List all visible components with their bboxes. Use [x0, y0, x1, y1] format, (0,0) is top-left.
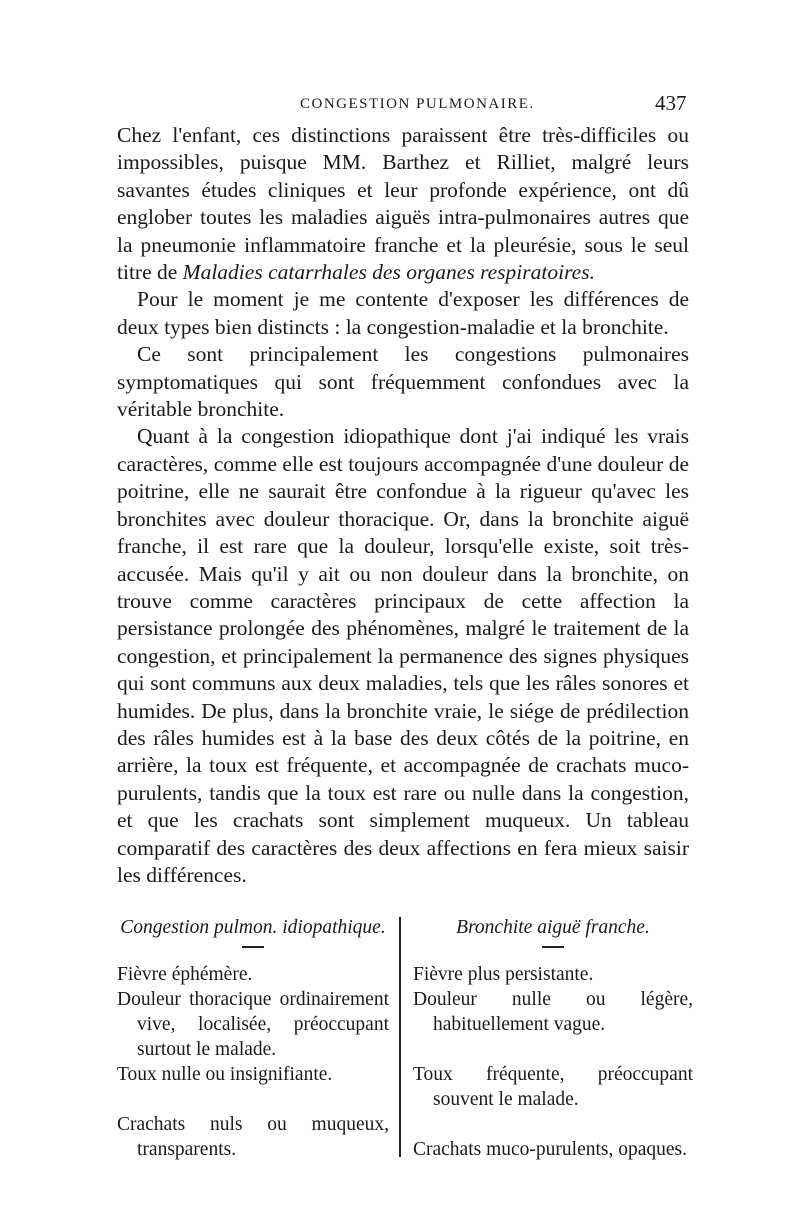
- paragraph-1: [117, 122, 689, 286]
- right-entry: Toux fréquente, préoccupant souvent le malade.: [413, 1064, 693, 1110]
- right-heading-rule: [542, 946, 564, 948]
- spacer: [413, 1037, 693, 1062]
- body-text: [117, 122, 689, 889]
- left-entry: Douleur thoracique ordinairement vive, localisée, préoccupant surtout le malade.: [117, 989, 389, 1060]
- paragraph-3: Ce sont principalement les congestions pulmonaires symptomatiques qui sont fréquemment confondues avec la véritable bronchite.: [117, 342, 689, 422]
- paragraph-1-text: Chez l'enfant, ces distinctions paraissent être très-difficiles ou impossibles, puisque MM. Barthez et Rilliet, malgré leurs savantes études cliniques et leur profonde expérience, ont dû englober toutes les maladies aiguës intra-pulmonaires autres que la pneumonie inflammatoire franche et la pleurésie, sous le seul titre de: [117, 123, 689, 285]
- right-entry: Fièvre plus persistante.: [413, 964, 594, 985]
- left-entry: Fièvre éphémère.: [117, 964, 253, 985]
- paragraph-1-italic-title: Maladies catarrhales des organes respiratoires.: [182, 260, 595, 285]
- left-column-heading: Congestion pulmon. idiopathique.: [120, 917, 386, 938]
- right-column: [413, 915, 693, 1162]
- paragraph-2: Pour le moment je me contente d'exposer les différences de deux types bien distincts : la congestion-maladie et la bronchite.: [117, 287, 689, 339]
- right-entry: Crachats muco-purulents, opaques.: [413, 1139, 688, 1160]
- left-heading-rule: [242, 946, 264, 948]
- comparison-table: [117, 915, 693, 1165]
- running-title: CONGESTION PULMONAIRE.: [300, 96, 535, 112]
- paragraph-4: Quant à la congestion idiopathique dont j'ai indiqué les vrais caractères, comme elle est toujours accompagnée d'une douleur de poitrine, elle ne saurait être confondue à la rigueur qu'avec les bronchites avec douleur thoracique. Or, dans la bronchite aiguë franche, il est rare que la douleur, lorsqu'elle existe, soit très-accusée. Mais qu'il y ait ou non douleur dans la bronchite, on trouve comme caractères principaux de cette affection la persistance prolongée des phénomènes, malgré le traitement de la congestion, et principalement la permanence des signes physiques qui sont communs aux deux maladies, tels que les râles sonores et humides. De plus, dans la bronchite vraie, le siége de prédilection des râles humides est à la base des deux côtés de la poitrine, en arrière, la toux est fréquente, et accompagnée de crachats muco-purulents, tandis que la toux est rare ou nulle dans la congestion, et que les crachats sont simplement muqueux. Un tableau comparatif des caractères des deux affections en fera mieux saisir les différences.: [117, 424, 689, 887]
- page-number: 437: [655, 91, 687, 115]
- right-entry: Douleur nulle ou légère, habituellement vague.: [413, 989, 693, 1035]
- spacer: [413, 1112, 693, 1137]
- left-entry: Toux nulle ou insignifiante.: [117, 1064, 333, 1085]
- left-column: [117, 915, 389, 1162]
- spacer: [117, 1087, 389, 1112]
- left-entry: Crachats nuls ou muqueux, transparents.: [117, 1114, 389, 1160]
- right-column-heading: Bronchite aiguë franche.: [456, 917, 650, 938]
- column-divider: [399, 917, 401, 1157]
